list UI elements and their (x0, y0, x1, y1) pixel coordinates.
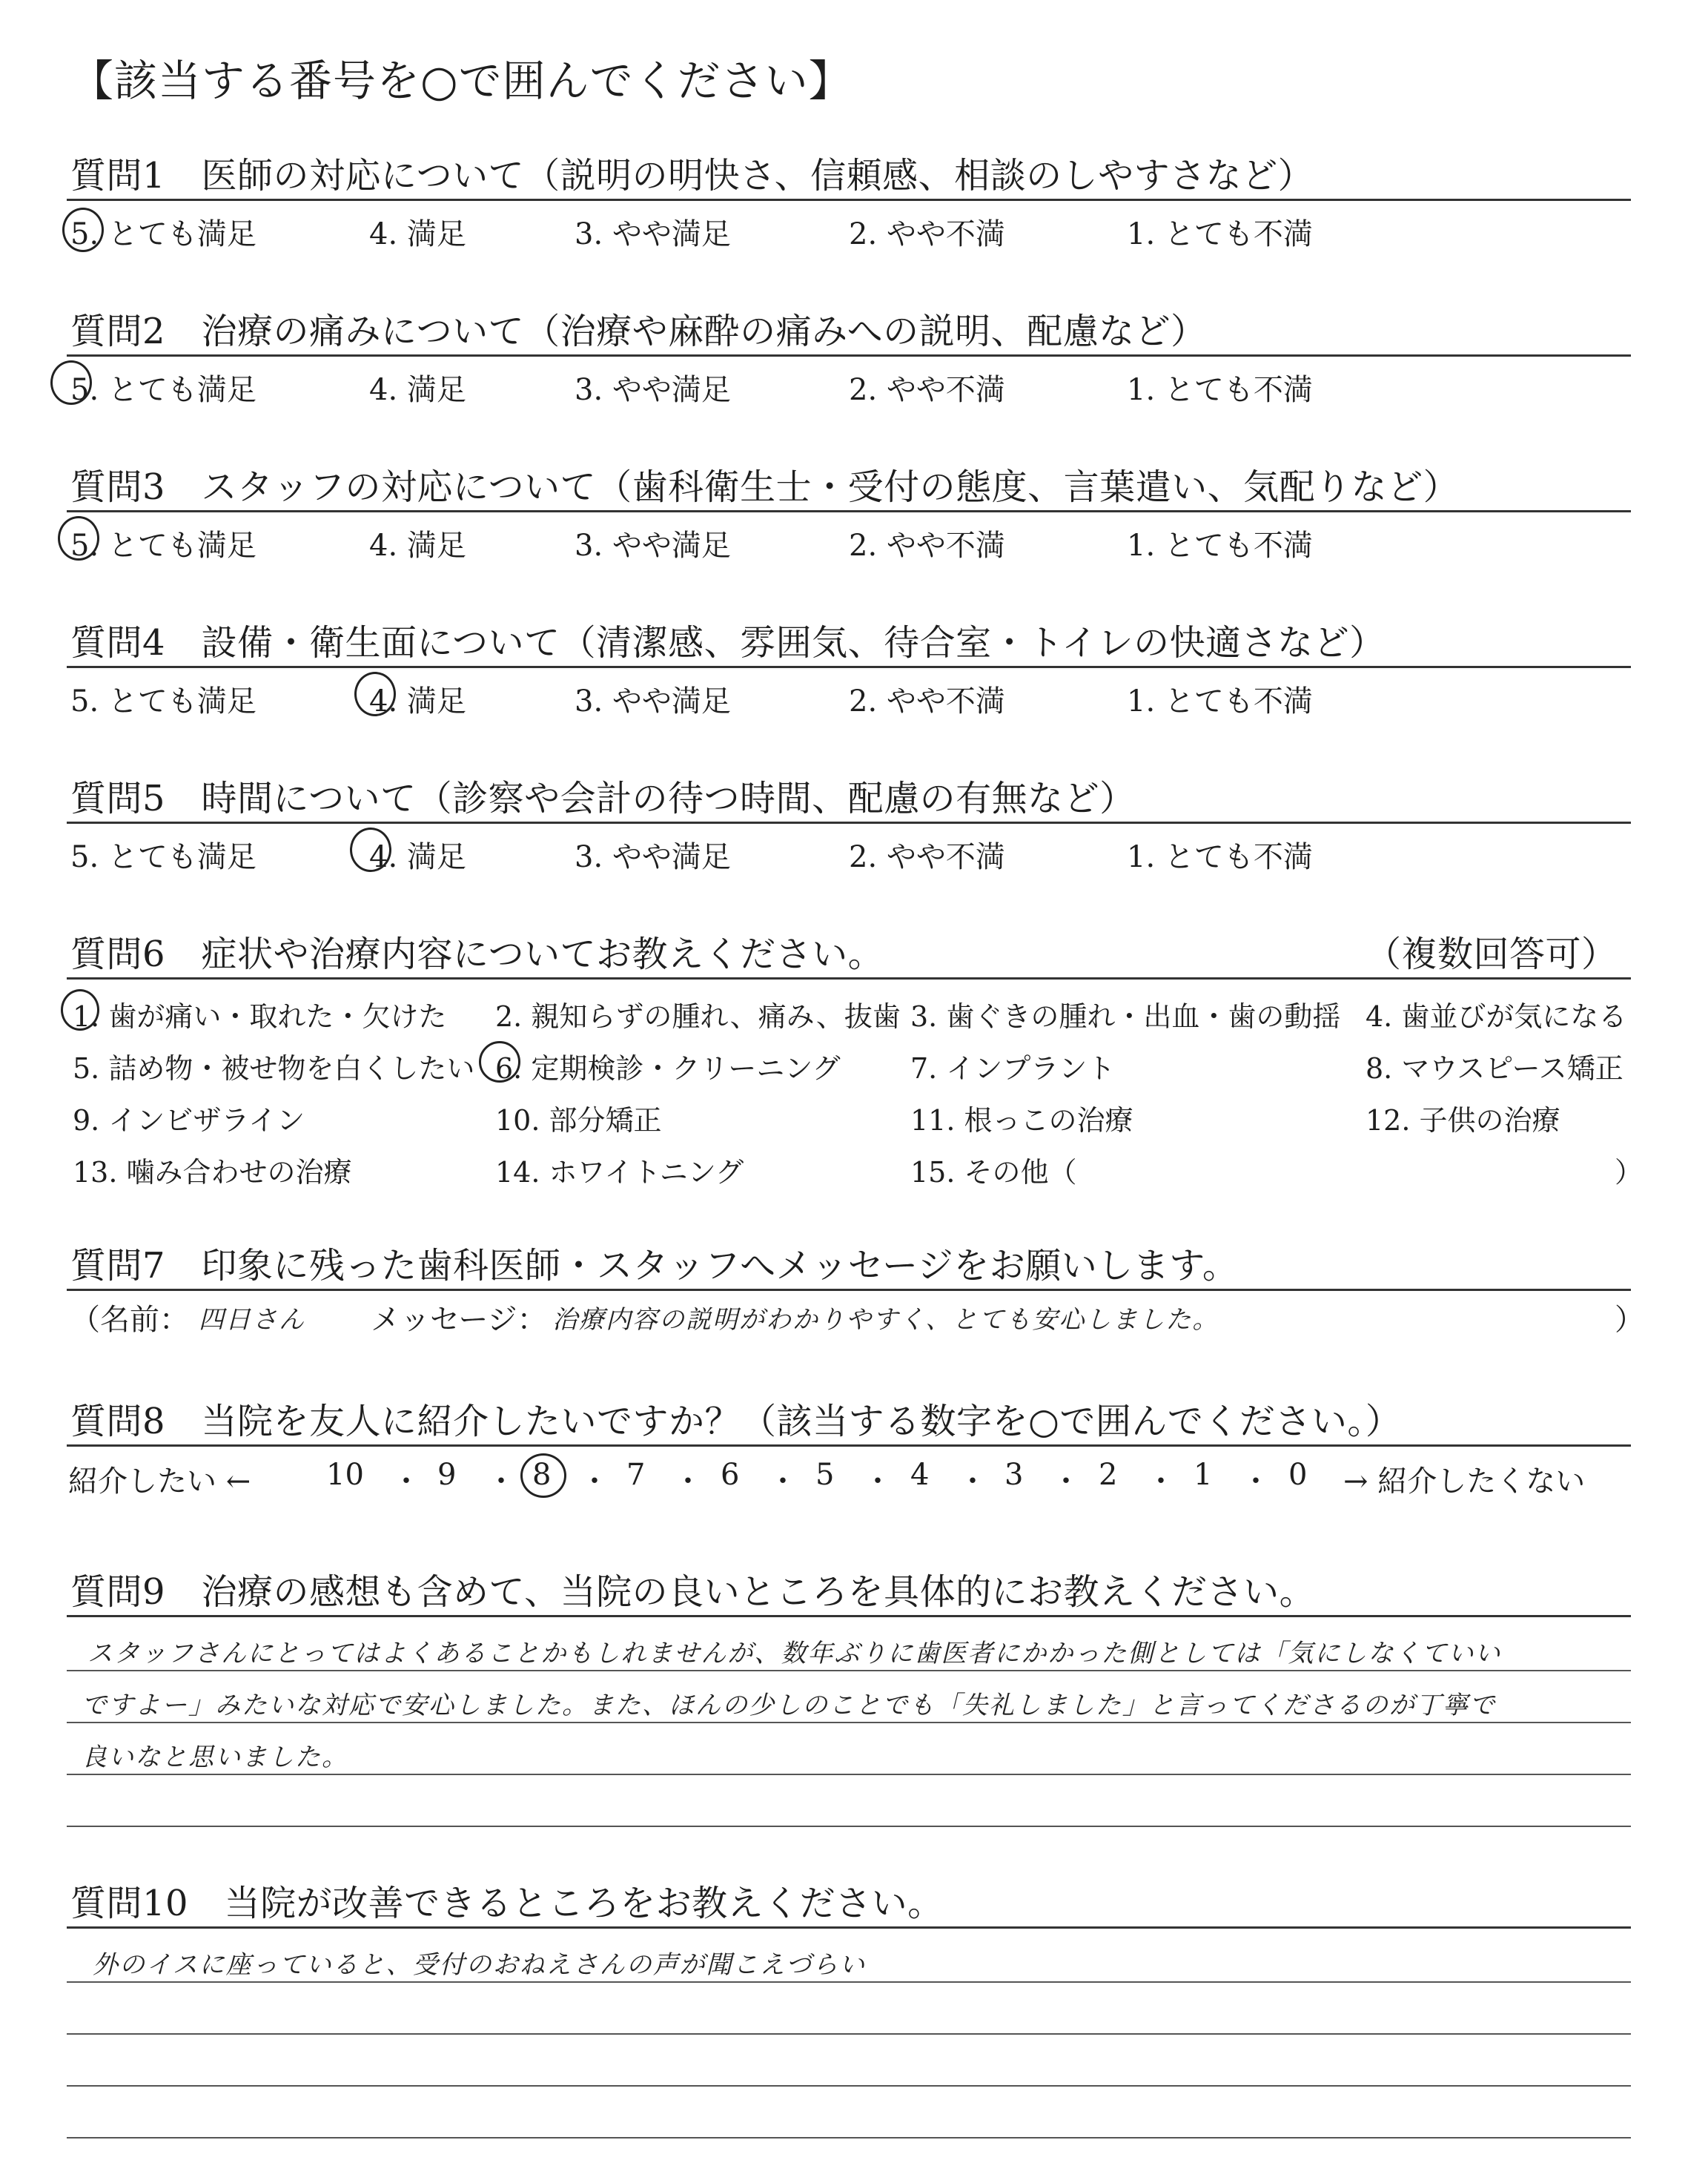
q6-option-4[interactable]: 4. 歯並びが気になる (1366, 1000, 1627, 1033)
q8-sep: ・ (1051, 1464, 1081, 1499)
q6-option-5[interactable]: 5. 詰め物・被せ物を白くしたい (73, 1052, 475, 1085)
q6-option-9[interactable]: 9. インビザライン (73, 1104, 305, 1137)
q6-option-7[interactable]: 7. インプラント (910, 1052, 1116, 1085)
q4-option-3[interactable]: 3. やや満足 (575, 684, 731, 719)
q2-option-1[interactable]: 1. とても不満 (1127, 373, 1313, 407)
q6-option-12[interactable]: 12. 子供の治療 (1366, 1104, 1560, 1137)
q8-right-label: → 紹介したくない (1343, 1464, 1586, 1499)
question-8-title: 質問8 当院を友人に紹介したいですか？（該当する数字を○で囲んでください。） (70, 1401, 1402, 1442)
q1-option-4[interactable]: 4. 満足 (369, 217, 466, 251)
question-1-rule (67, 199, 1631, 201)
q4-option-5[interactable]: 5. とても満足 (70, 684, 256, 719)
question-7-rule (67, 1289, 1631, 1291)
q9-answer-line-2[interactable]: ですよー」みたいな対応で安心しました。また、ほんの少しのことでも「失礼しました」と言ってくださるのが丁寧で (82, 1691, 1496, 1720)
q1-option-1[interactable]: 1. とても不満 (1127, 217, 1313, 251)
q8-scale-2[interactable]: 2 (1099, 1458, 1118, 1492)
q8-sep: ・ (673, 1464, 703, 1499)
q2-option-3[interactable]: 3. やや満足 (575, 373, 731, 407)
question-6-note: （複数回答可） (1366, 934, 1618, 975)
q7-close-paren: ） (1615, 1303, 1644, 1337)
q3-selected-circle (58, 516, 99, 561)
question-8-rule (67, 1444, 1631, 1447)
q8-sep: ・ (863, 1464, 893, 1499)
q10-line-rule (67, 2085, 1631, 2087)
q5-option-1[interactable]: 1. とても不満 (1127, 840, 1313, 874)
q2-option-2[interactable]: 2. やや不満 (849, 373, 1005, 407)
question-1-title: 質問1 医師の対応について（説明の明快さ、信頼感、相談のしやすさなど） (70, 155, 1314, 196)
q8-sep: ・ (486, 1464, 516, 1499)
q8-left-label: 紹介したい ← (68, 1464, 251, 1499)
question-6-title: 質問6 症状や治療内容についてお教えください。 (70, 934, 884, 975)
q8-scale-5[interactable]: 5 (815, 1458, 835, 1492)
q4-option-1[interactable]: 1. とても不満 (1127, 684, 1313, 719)
q9-line-rule (67, 1722, 1631, 1723)
q3-option-2[interactable]: 2. やや不満 (849, 529, 1005, 563)
q7-message-label: メッセージ： (371, 1303, 547, 1337)
q10-line-rule (67, 1981, 1631, 1983)
q5-option-2[interactable]: 2. やや不満 (849, 840, 1005, 874)
q6-option-6[interactable]: 6. 定期検診・クリーニング (495, 1052, 841, 1085)
q8-scale-4[interactable]: 4 (910, 1458, 930, 1492)
q8-sep: ・ (958, 1464, 987, 1499)
q8-selected-circle (520, 1453, 566, 1498)
question-10-title: 質問10 当院が改善できるところをお教えください。 (70, 1883, 944, 1924)
q3-option-4[interactable]: 4. 満足 (369, 529, 466, 563)
q6-option-1[interactable]: 1. 歯が痛い・取れた・欠けた (73, 1000, 447, 1033)
q5-option-5[interactable]: 5. とても満足 (70, 840, 256, 874)
q8-sep: ・ (391, 1464, 421, 1499)
q10-line-rule (67, 2137, 1631, 2138)
question-3-rule (67, 510, 1631, 512)
header-instruction: 【該当する番号を○で囲んでください】 (70, 56, 853, 106)
question-5-rule (67, 822, 1631, 824)
question-4-rule (67, 666, 1631, 668)
q10-line-rule (67, 2033, 1631, 2035)
q8-scale-0[interactable]: 0 (1288, 1458, 1308, 1492)
q2-selected-circle (50, 360, 92, 405)
question-9-rule (67, 1615, 1631, 1617)
q7-name-value[interactable]: 四日さん (199, 1305, 305, 1335)
q8-scale-7[interactable]: 7 (626, 1458, 646, 1492)
q8-scale-6[interactable]: 6 (721, 1458, 740, 1492)
q1-option-5[interactable]: 5. とても満足 (70, 217, 256, 251)
q1-option-3[interactable]: 3. やや満足 (575, 217, 731, 251)
q8-sep: ・ (1146, 1464, 1176, 1499)
question-7-title: 質問7 印象に残った歯科医師・スタッフへメッセージをお願いします。 (70, 1245, 1239, 1287)
q3-option-3[interactable]: 3. やや満足 (575, 529, 731, 563)
q6-option-11[interactable]: 11. 根っこの治療 (910, 1104, 1133, 1137)
q8-sep: ・ (1241, 1464, 1271, 1499)
q7-name-label: （名前： (70, 1303, 189, 1337)
q8-scale-8[interactable]: 8 (532, 1458, 552, 1492)
question-2-title: 質問2 治療の痛みについて（治療や麻酔の痛みへの説明、配慮など） (70, 311, 1207, 352)
question-6-rule (67, 977, 1631, 980)
q2-option-4[interactable]: 4. 満足 (369, 373, 466, 407)
q9-line-rule (67, 1774, 1631, 1775)
q3-option-5[interactable]: 5. とても満足 (70, 529, 256, 563)
q10-answer-line-1[interactable]: 外のイスに座っていると、受付のおねえさんの声が聞こえづらい (93, 1950, 866, 1980)
question-2-rule (67, 354, 1631, 357)
q6-selected-circle-1 (61, 989, 99, 1031)
q6-option-15[interactable]: 15. その他（ (910, 1156, 1077, 1189)
q6-option-10[interactable]: 10. 部分矯正 (495, 1104, 662, 1137)
q6-option-3[interactable]: 3. 歯ぐきの腫れ・出血・歯の動揺 (910, 1000, 1341, 1033)
q6-other-close-paren: ） (1615, 1156, 1644, 1189)
q6-option-8[interactable]: 8. マウスピース矯正 (1366, 1052, 1623, 1085)
q1-selected-circle (62, 208, 104, 252)
q5-selected-circle (350, 828, 391, 872)
question-3-title: 質問3 スタッフの対応について（歯科衛生士・受付の態度、言葉遣い、気配りなど） (70, 466, 1460, 508)
q1-option-2[interactable]: 2. やや不満 (849, 217, 1005, 251)
q3-option-1[interactable]: 1. とても不満 (1127, 529, 1313, 563)
q6-option-2[interactable]: 2. 親知らずの腫れ、痛み、抜歯 (495, 1000, 901, 1033)
q8-scale-9[interactable]: 9 (437, 1458, 457, 1492)
q5-option-4[interactable]: 4. 満足 (369, 840, 466, 874)
q6-option-14[interactable]: 14. ホワイトニング (495, 1156, 744, 1189)
q4-option-4[interactable]: 4. 満足 (369, 684, 466, 719)
q9-answer-line-1[interactable]: スタッフさんにとってはよくあることかもしれませんが、数年ぶりに歯医者にかかった側としては「気にしなくていい (87, 1639, 1502, 1668)
question-10-rule (67, 1926, 1631, 1929)
q9-line-rule (67, 1670, 1631, 1671)
question-9-title: 質問9 治療の感想も含めて、当院の良いところを具体的にお教えください。 (70, 1571, 1316, 1613)
q8-scale-3[interactable]: 3 (1004, 1458, 1024, 1492)
q8-sep: ・ (768, 1464, 798, 1499)
q8-sep: ・ (580, 1464, 609, 1499)
question-4-title: 質問4 設備・衛生面について（清潔感、雰囲気、待合室・トイレの快適さなど） (70, 622, 1386, 664)
q8-scale-10[interactable]: 10 (326, 1458, 364, 1492)
question-5-title: 質問5 時間について（診察や会計の待つ時間、配慮の有無など） (70, 778, 1136, 819)
q4-option-2[interactable]: 2. やや不満 (849, 684, 1005, 719)
q2-option-5[interactable]: 5. とても満足 (70, 373, 256, 407)
q5-option-3[interactable]: 3. やや満足 (575, 840, 731, 874)
q4-selected-circle (354, 672, 396, 716)
q6-option-13[interactable]: 13. 噛み合わせの治療 (73, 1156, 352, 1189)
q9-line-rule (67, 1826, 1631, 1827)
q9-answer-line-3[interactable]: 良いなと思いました。 (82, 1743, 348, 1772)
q8-scale-1[interactable]: 1 (1194, 1458, 1213, 1492)
q6-selected-circle-6 (479, 1041, 520, 1083)
q7-message-value[interactable]: 治療内容の説明がわかりやすく、とても安心しました。 (552, 1305, 1219, 1335)
